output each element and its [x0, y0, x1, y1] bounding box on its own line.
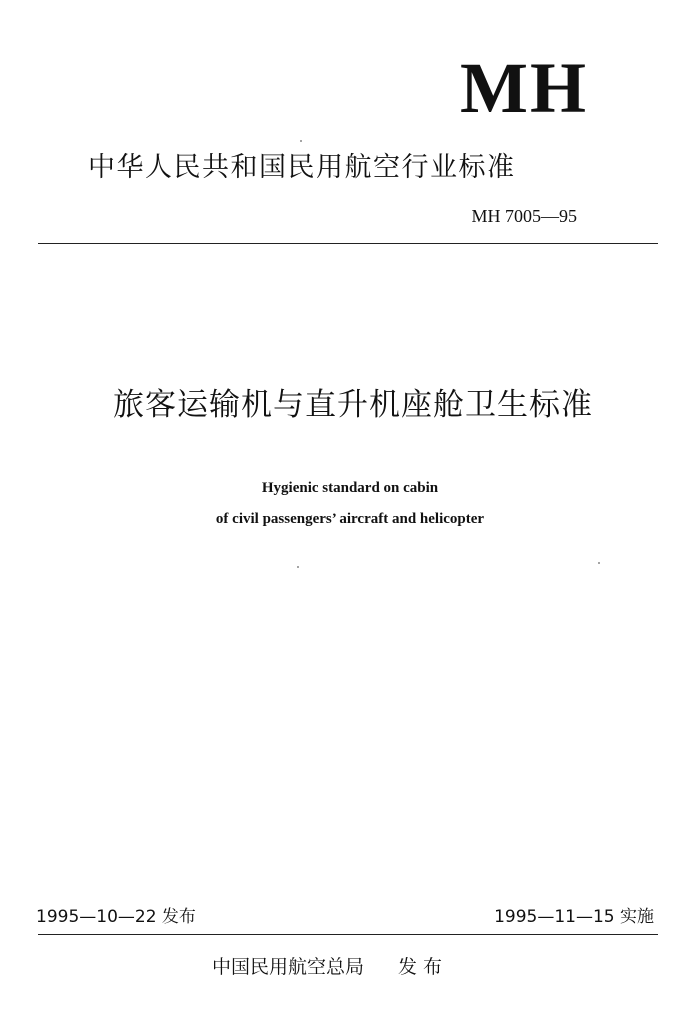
publisher-line: [212, 954, 442, 980]
scan-speck: [598, 562, 600, 564]
publisher-name: 中国民用航空总局: [212, 956, 365, 978]
scan-speck: [300, 140, 302, 142]
standard-code: MH 7005—95: [471, 206, 577, 226]
footer-divider: [38, 934, 658, 935]
document-title-english-line1: Hygienic standard on cabin: [261, 480, 439, 496]
header-divider: [38, 243, 658, 244]
document-title-chinese: 旅客运输机与直升机座舱卫生标准: [113, 387, 593, 423]
document-title-english-line2: of civil passengers’ aircraft and helicopter: [215, 511, 485, 527]
mh-logo: MH: [460, 48, 588, 128]
standard-organization-heading: 中华人民共和国民用航空行业标准: [88, 152, 516, 183]
implementation-date: 1995—11—15 实施: [494, 907, 654, 927]
publish-label: 发 布: [398, 956, 443, 978]
scan-speck: [297, 566, 299, 568]
issue-date: 1995—10—22 发布: [36, 907, 196, 927]
